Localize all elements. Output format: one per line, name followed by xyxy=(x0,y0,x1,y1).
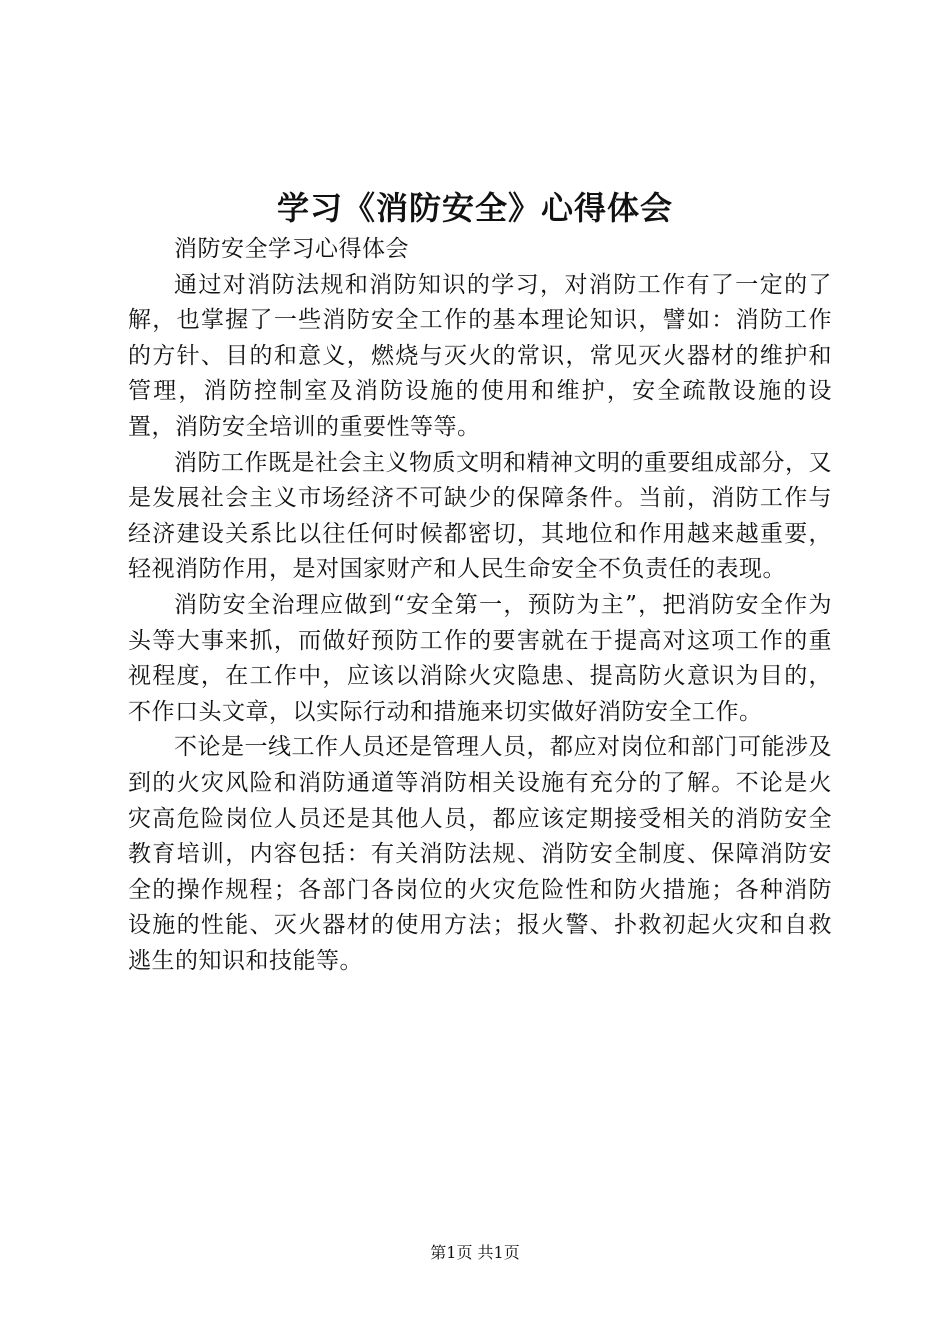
paragraph-1: 通过对消防法规和消防知识的学习，对消防工作有了一定的了解，也掌握了一些消防安全工作的基本理论知识，譬如：消防工作的方针、目的和意义，燃烧与灭火的常识，常见灭火器材的维护和管理，消防控制室及消防设施的使用和维护，安全疏散设施的设置，消防安全培训的重要性等等。 xyxy=(128,271,832,440)
paragraph-3: 消防安全治理应做到“安全第一，预防为主”，把消防安全作为头等大事来抓，而做好预防工作的要害就在于提高对这项工作的重视程度，在工作中，应该以消除火灾隐患、提高防火意识为目的，不作口头文章，以实际行动和措施来切实做好消防安全工作。 xyxy=(128,591,832,725)
document-title: 学习《消防安全》心得体会 xyxy=(276,189,673,227)
document-body xyxy=(128,232,832,979)
paragraph-subtitle: 消防安全学习心得体会 xyxy=(174,236,409,262)
paragraph-2: 消防工作既是社会主义物质文明和精神文明的重要组成部分，又是发展社会主义市场经济不可缺少的保障条件。当前，消防工作与经济建设关系比以往任何时候都密切，其地位和作用越来越重要，轻视消防作用，是对国家财产和人民生命安全不负责任的表现。 xyxy=(128,449,832,583)
page-footer: 第1页 共1页 xyxy=(430,1243,520,1262)
paragraph-4: 不论是一线工作人员还是管理人员，都应对岗位和部门可能涉及到的火灾风险和消防通道等消防相关设施有充分的了解。不论是火灾高危险岗位人员还是其他人员，都应该定期接受相关的消防安全教育培训，内容包括：有关消防法规、消防安全制度、保障消防安全的操作规程；各部门各岗位的火灾危险性和防火措施；各种消防设施的性能、灭火器材的使用方法；报火警、扑救初起火灾和自救逃生的知识和技能等。 xyxy=(128,734,832,974)
